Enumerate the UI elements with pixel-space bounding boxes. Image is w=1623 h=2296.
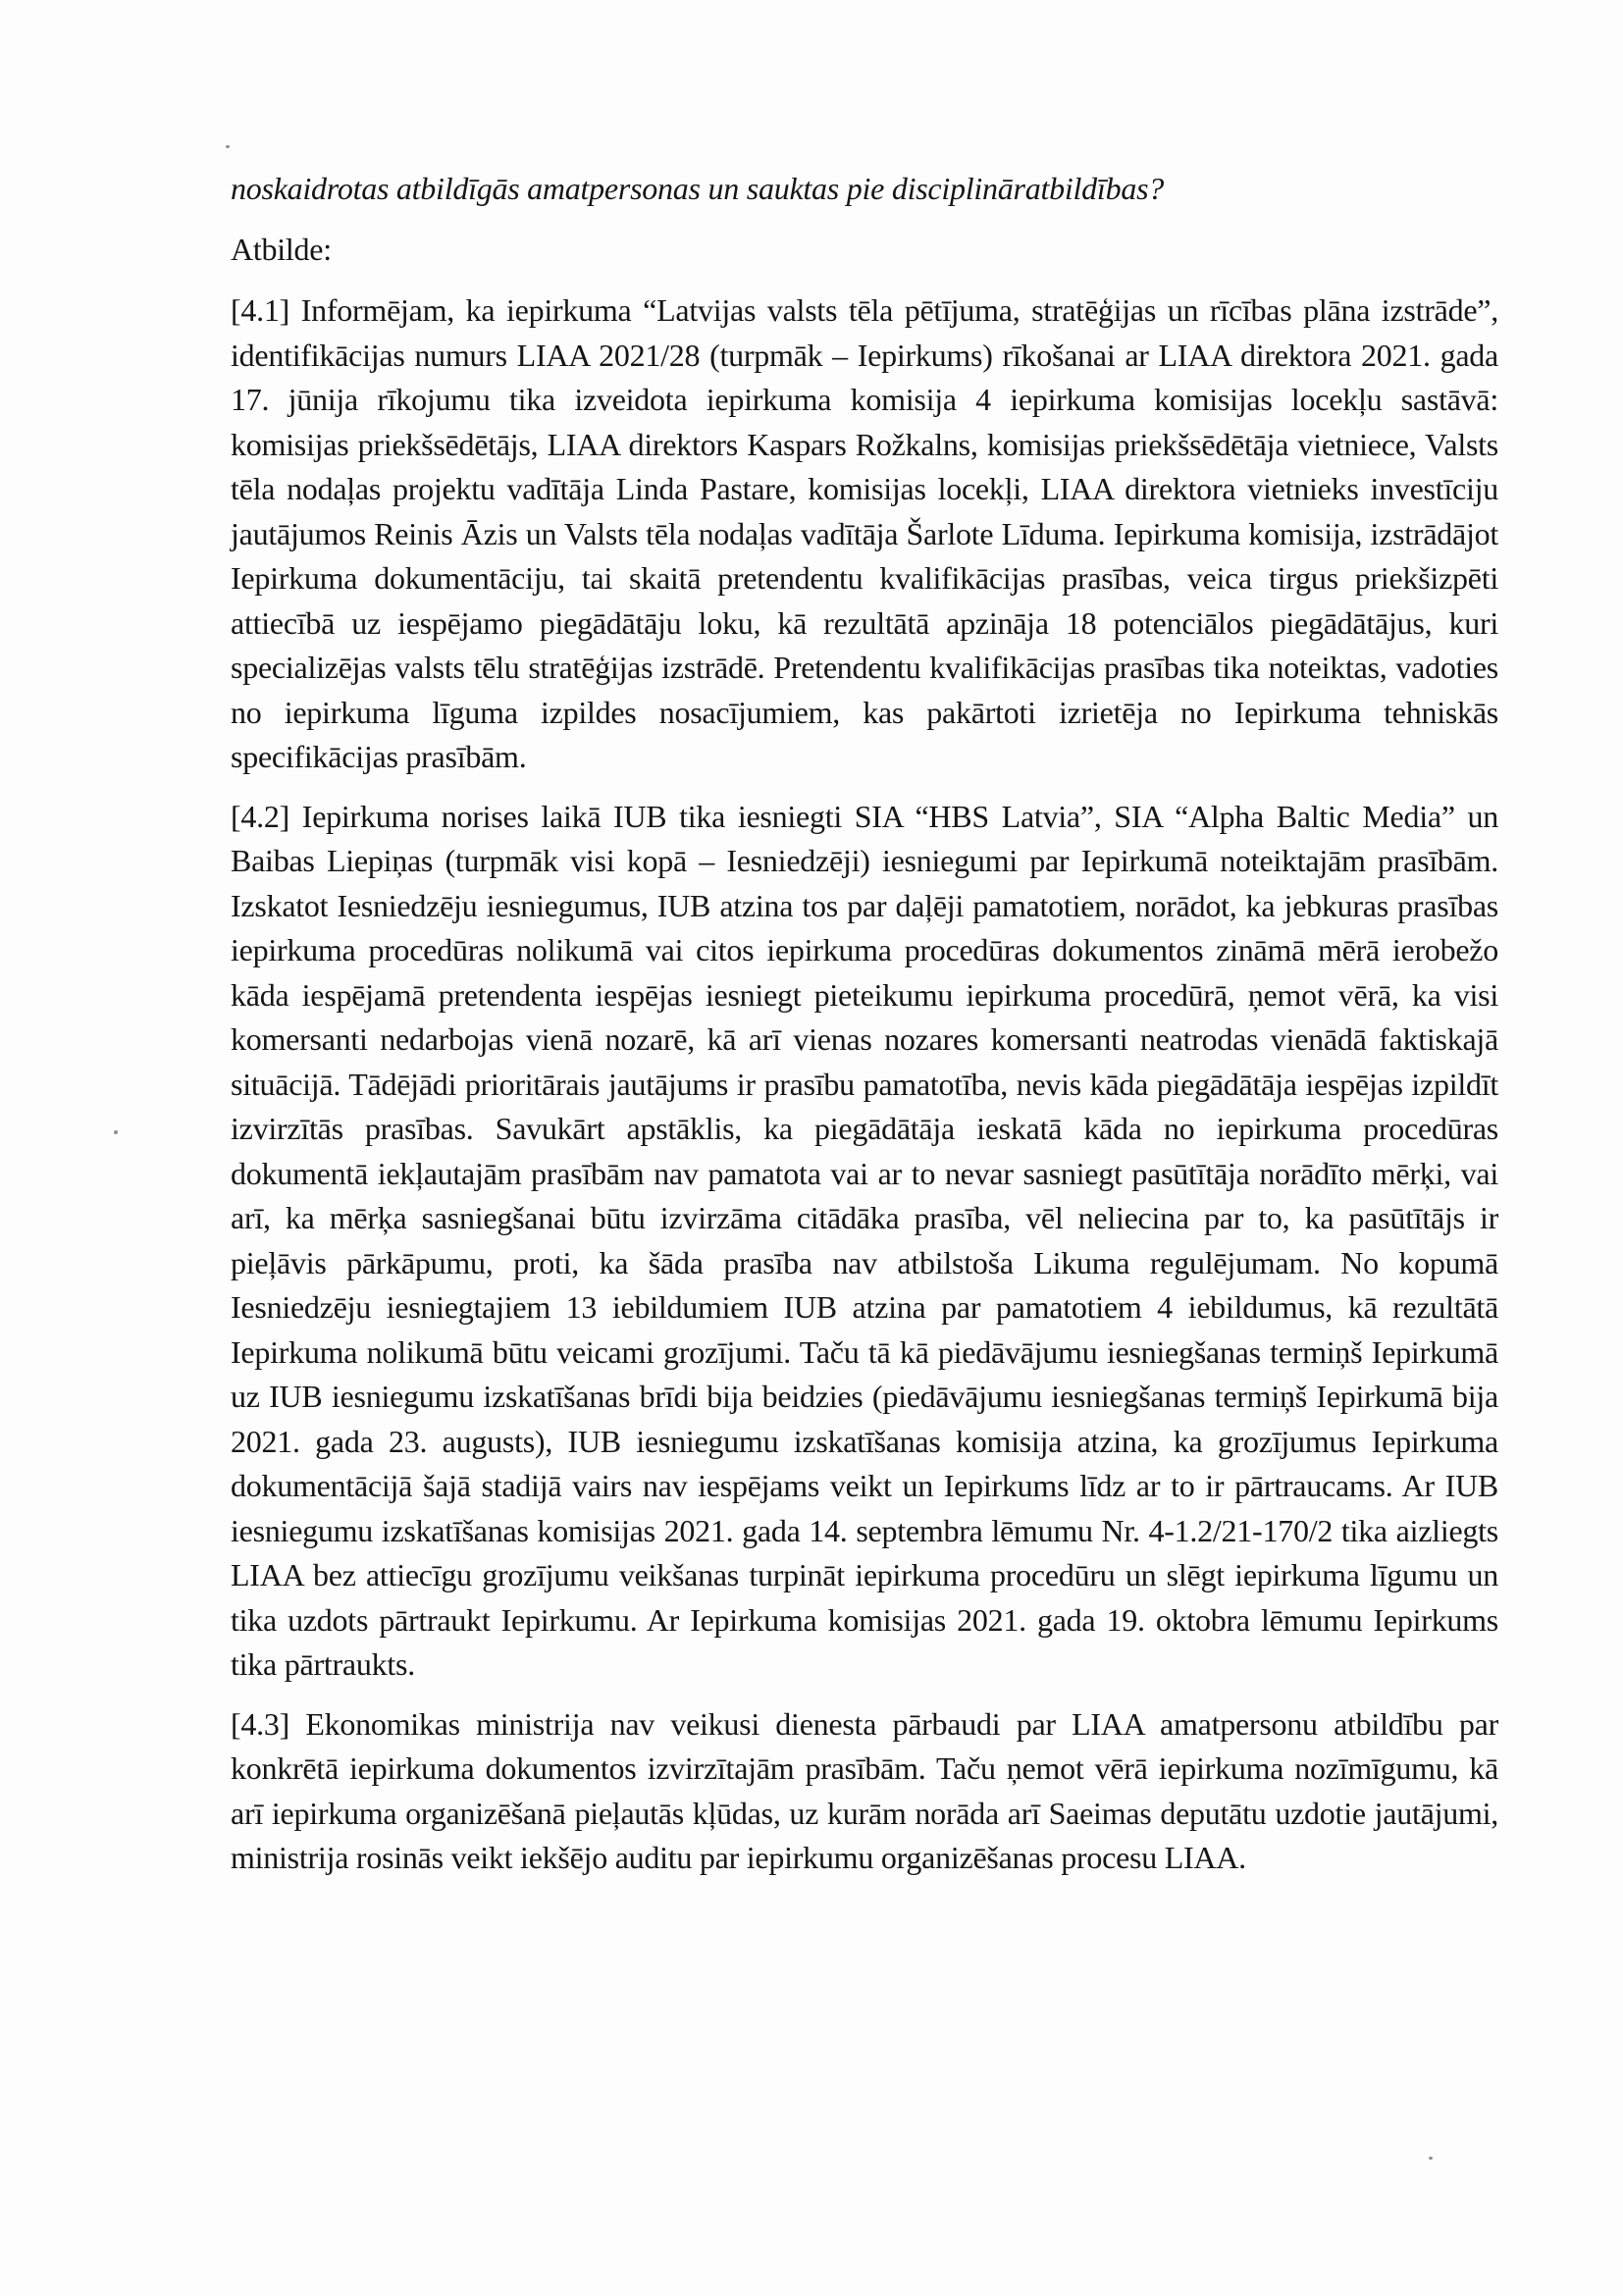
paragraph-4-3: [4.3] Ekonomikas ministrija nav veikusi dienesta pārbaudi par LIAA amatpersonu atbildību par konkrētā iepirkuma dokumentos izvirzītajām prasībām. Taču ņemot vērā iepirkuma nozīmīgumu, kā arī iepirkuma organizēšanā pieļautās kļūdas, uz kurām norāda arī Saeimas deputātu uzdotie jautājumi, ministrija rosinās veikt iekšējo auditu par iepirkumu organizēšanas procesu LIAA. xyxy=(231,1705,1498,1875)
document-content xyxy=(231,167,1498,1896)
answer-label: Atbilde: xyxy=(231,231,332,267)
scan-speck xyxy=(1429,2157,1433,2160)
paragraph-4-2: [4.2] Iepirkuma norises laikā IUB tika iesniegti SIA “HBS Latvia”, SIA “Alpha Baltic Media” un Baibas Liepiņas (turpmāk visi kopā – Iesniedzēji) iesniegumi par Iepirkumā noteiktajām prasībām. Izskatot Iesniedzēju iesniegumus, IUB atzina tos par daļēji pamatotiem, norādot, ka jebkuras prasības iepirkuma procedūras nolikumā vai citos iepirkuma procedūras dokumentos zināmā mērā ierobežo kāda iespējamā pretendenta iespējas iesniegt pieteikumu iepirkuma procedūrā, ņemot vērā, ka visi komersanti nedarbojas vienā nozarē, kā arī vienas nozares komersanti neatrodas vienādā faktiskajā situācijā. Tādējādi prioritārais jautājums ir prasību pamatotība, nevis kāda piegādātāja iespējas izpildīt izvirzītās prasības. Savukārt apstāklis, ka piegādātāja ieskatā kāda no iepirkuma procedūras dokumentā iekļautajām prasībām nav pamatota vai ar to nevar sasniegt pasūtītāja norādīto mērķi, vai arī, ka mērķa sasniegšanai būtu izvirzāma citādāka prasība, vēl neliecina par to, ka pasūtītājs ir pieļāvis pārkāpumu, proti, ka šāda prasība nav atbilstoša Likuma regulējumam. No kopumā Iesniedzēju iesniegtajiem 13 iebildumiem IUB atzina par pamatotiem 4 iebildumus, kā rezultātā Iepirkuma nolikumā būtu veicami grozījumi. Taču tā kā piedāvājumu iesniegšanas termiņš Iepirkumā uz IUB iesniegumu izskatīšanas brīdi bija beidzies (piedāvājumu iesniegšanas termiņš Iepirkumā bija 2021. gada 23. augusts), IUB iesniegumu izskatīšanas komisija atzina, ka grozījumus Iepirkuma dokumentācijā šajā stadijā vairs nav iespējams veikt un Iepirkums līdz ar to ir pārtraucams. Ar IUB iesniegumu izskatīšanas komisijas 2021. gada 14. septembra lēmumu Nr. 4-1.2/21-170/2 tika aizliegts LIAA bez attiecīgu grozījumu veikšanas turpināt iepirkuma procedūru un slēgt iepirkuma līgumu un tika uzdots pārtraukt Iepirkumu. Ar Iepirkuma komisijas 2021. gada 19. oktobra lēmumu Iepirkums tika pārtraukts. xyxy=(231,798,1498,1682)
paragraph-4-1: [4.1] Informējam, ka iepirkuma “Latvijas valsts tēla pētījuma, stratēģijas un rīcības plāna izstrāde”, identifikācijas numurs LIAA 2021/28 (turpmāk – Iepirkums) rīkošanai ar LIAA direktora 2021. gada 17. jūnija rīkojumu tika izveidota iepirkuma komisija 4 iepirkuma komisijas locekļu sastāvā: komisijas priekšsēdētājs, LIAA direktors Kaspars Rožkalns, komisijas priekšsēdētāja vietniece, Valsts tēla nodaļas projektu vadītāja Linda Pastare, komisijas locekļi, LIAA direktora vietnieks investīciju jautājumos Reinis Āzis un Valsts tēla nodaļas vadītāja Šarlote Līduma. Iepirkuma komisija, izstrādājot Iepirkuma dokumentāciju, tai skaitā pretendentu kvalifikācijas prasības, veica tirgus priekšizpēti attiecībā uz iespējamo piegādātāju loku, kā rezultātā apzināja 18 potenciālos piegādātājus, kuri specializējas valsts tēlu stratēģijas izstrādē. Pretendentu kvalifikācijas prasības tika noteiktas, vadoties no iepirkuma līguma izpildes nosacījumiem, kas pakārtoti izrietēja no Iepirkuma tehniskās specifikācijas prasībām. xyxy=(231,292,1498,774)
question-fragment-text: noskaidrotas atbildīgās amatpersonas un sauktas pie disciplināratbildības? xyxy=(231,171,1165,206)
scan-speck xyxy=(114,1130,118,1134)
scan-speck xyxy=(226,145,230,148)
